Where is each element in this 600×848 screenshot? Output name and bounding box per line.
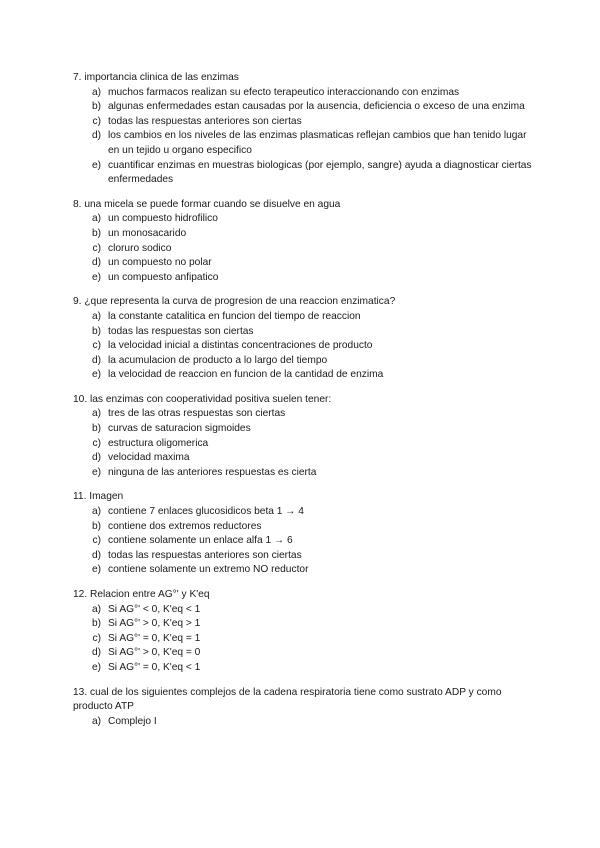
option-item <box>73 451 540 466</box>
option-list <box>73 310 540 383</box>
option-letter: b) <box>91 325 101 337</box>
option-text: contiene solamente un extremo NO reductor <box>108 564 309 576</box>
option-text: Si AG°' > 0, K'eq = 0 <box>108 647 201 659</box>
option-list <box>73 212 540 285</box>
option-text: todas las respuestas son ciertas <box>108 325 254 337</box>
option-letter: c) <box>92 437 101 449</box>
option-item <box>73 520 540 535</box>
option-item <box>73 339 540 354</box>
option-text: un monosacarido <box>108 227 187 239</box>
option-letter: a) <box>91 603 101 615</box>
option-letter: c) <box>92 115 101 127</box>
option-text: todas las respuestas anteriores son ciertas <box>108 549 302 561</box>
option-text: velocidad maxima <box>108 452 190 464</box>
option-text: un compuesto no polar <box>108 257 212 269</box>
option-item <box>73 227 540 242</box>
option-letter: b) <box>91 618 101 630</box>
option-text: la velocidad inicial a distintas concentraciones de producto <box>108 340 373 352</box>
option-item <box>73 715 540 730</box>
question-13 <box>73 686 540 730</box>
option-item <box>73 115 540 130</box>
question-title: 8. una micela se puede formar cuando se disuelve en agua <box>73 198 341 210</box>
question-8 <box>73 198 540 286</box>
option-text: Si AG°' = 0, K'eq = 1 <box>108 632 201 644</box>
option-item <box>73 603 540 618</box>
option-letter: e) <box>91 271 101 283</box>
option-text: contiene dos extremos reductores <box>108 520 262 532</box>
option-list <box>73 715 540 730</box>
option-letter: d) <box>91 130 101 142</box>
option-text: ninguna de las anteriores respuestas es cierta <box>108 466 317 478</box>
option-item <box>73 407 540 422</box>
option-item <box>73 129 540 158</box>
option-item <box>73 242 540 257</box>
option-letter: b) <box>91 101 101 113</box>
option-letter: d) <box>91 549 101 561</box>
option-text: Si AG°' < 0, K'eq < 1 <box>108 603 201 615</box>
option-item <box>73 271 540 286</box>
option-item <box>73 159 540 188</box>
option-text: estructura oligomerica <box>108 437 209 449</box>
option-item <box>73 100 540 115</box>
option-text: algunas enfermedades estan causadas por la ausencia, deficiencia o exceso de una enzima <box>108 101 525 113</box>
option-letter: e) <box>91 159 101 171</box>
option-letter: e) <box>91 661 101 673</box>
option-text: Si AG°' = 0, K'eq < 1 <box>108 661 201 673</box>
option-item <box>73 563 540 578</box>
option-text: cloruro sodico <box>108 242 172 254</box>
option-letter: c) <box>92 632 101 644</box>
option-item <box>73 632 540 647</box>
option-letter: a) <box>91 715 101 727</box>
option-text: contiene solamente un enlace alfa 1 → 6 <box>108 535 293 547</box>
option-item <box>73 549 540 564</box>
question-title: 10. las enzimas con cooperatividad positiva suelen tener: <box>73 393 332 405</box>
option-text: muchos farmacos realizan su efecto terapeutico interaccionando con enzimas <box>108 86 460 98</box>
option-item <box>73 86 540 101</box>
option-letter: c) <box>92 535 101 547</box>
option-letter: b) <box>91 423 101 435</box>
option-letter: a) <box>91 213 101 225</box>
option-letter: d) <box>91 257 101 269</box>
option-item <box>73 212 540 227</box>
option-item <box>73 505 540 520</box>
option-letter: a) <box>91 310 101 322</box>
option-text: un compuesto anfipatico <box>108 271 219 283</box>
option-text: tres de las otras respuestas son ciertas <box>108 408 286 420</box>
option-letter: d) <box>91 354 101 366</box>
question-7 <box>73 71 540 188</box>
option-item <box>73 617 540 632</box>
option-letter: c) <box>92 340 101 352</box>
question-10 <box>73 393 540 481</box>
option-text: curvas de saturacion sigmoides <box>108 423 251 435</box>
option-letter: e) <box>91 369 101 381</box>
option-text: un compuesto hidrofilico <box>108 213 218 225</box>
option-item <box>73 354 540 369</box>
option-item <box>73 256 540 271</box>
question-title: 11. Imagen <box>73 491 124 503</box>
question-title: 13. cual de los siguientes complejos de la cadena respiratoria tiene como sustrato ADP y como producto ATP <box>73 686 502 713</box>
option-letter: b) <box>91 520 101 532</box>
question-title: 12. Relacion entre AG°' y K'eq <box>73 589 210 600</box>
option-item <box>73 310 540 325</box>
option-text: Complejo I <box>108 715 157 727</box>
option-text: contiene 7 enlaces glucosidicos beta 1 → 4 <box>108 506 304 518</box>
option-item <box>73 466 540 481</box>
option-letter: e) <box>91 564 101 576</box>
option-letter: a) <box>91 506 101 518</box>
option-text: los cambios en los niveles de las enzimas plasmaticas reflejan cambios que han tenido lugar en un tejido u organo especifico <box>108 130 527 156</box>
option-text: la velocidad de reaccion en funcion de la cantidad de enzima <box>108 369 384 381</box>
option-letter: d) <box>91 647 101 659</box>
question-title: 7. importancia clinica de las enzimas <box>73 72 239 83</box>
option-item <box>73 534 540 549</box>
option-item <box>73 368 540 383</box>
option-item <box>73 661 540 676</box>
option-text: la acumulacion de producto a lo largo del tiempo <box>108 354 328 366</box>
option-text: cuantificar enzimas en muestras biologicas (por ejemplo, sangre) ayuda a diagnosticar ciertas enfermedades <box>108 159 532 186</box>
option-letter: d) <box>91 452 101 464</box>
option-letter: a) <box>91 408 101 420</box>
question-12 <box>73 588 540 676</box>
question-11 <box>73 490 540 578</box>
option-letter: e) <box>91 466 101 478</box>
question-9 <box>73 295 540 383</box>
option-letter: c) <box>92 242 101 254</box>
option-letter: b) <box>91 227 101 239</box>
option-list <box>73 505 540 578</box>
option-text: la constante catalitica en funcion del tiempo de reaccion <box>108 310 361 322</box>
option-list <box>73 86 540 188</box>
question-title: 9. ¿que representa la curva de progresion de una reaccion enzimatica? <box>73 296 396 308</box>
option-text: todas las respuestas anteriores son ciertas <box>108 115 302 127</box>
option-item <box>73 646 540 661</box>
option-list <box>73 603 540 676</box>
option-text: Si AG°' > 0, K'eq > 1 <box>108 618 201 630</box>
option-item <box>73 325 540 340</box>
option-letter: a) <box>91 86 101 98</box>
option-item <box>73 422 540 437</box>
option-list <box>73 407 540 480</box>
option-item <box>73 437 540 452</box>
